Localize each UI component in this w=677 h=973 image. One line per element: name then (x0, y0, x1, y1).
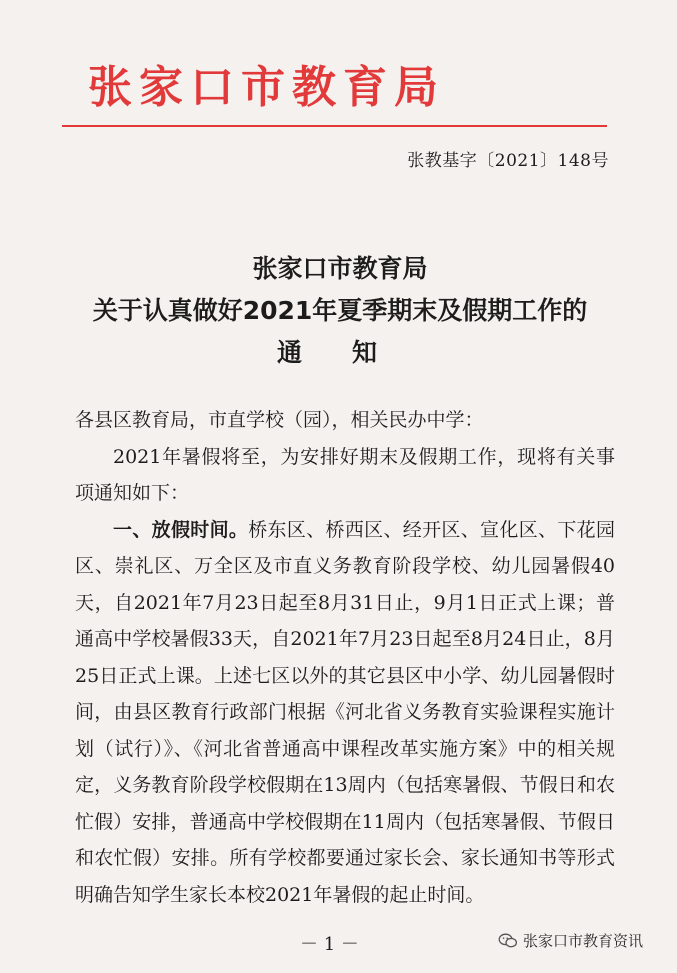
section-vacation-time (75, 512, 615, 914)
title-line-subject: 关于认真做好2021年夏季期末及假期工作的 (92, 296, 588, 325)
document-number: 张教基字〔2021〕148号 (407, 151, 609, 171)
red-divider-line (62, 125, 607, 127)
intro-paragraph: 2021年暑假将至，为安排好期末及假期工作，现将有关事项通知如下： (75, 445, 615, 504)
section-text: 桥东区、桥西区、经开区、宣化区、下花园区、崇礼区、万全区及市直义务教育阶段学校、幼儿园暑假40天，自2021年7月23日起至8月31日止，9月1日正式上课；普通高中学校暑假33天，自2021年7月23日起至8月24日止，8月25日正式上课。上述七区以外的其它县区中小学、幼儿园暑假时间，由县区教育行政部门根据《河北省义务教育实验课程实施计划（试行）》、《河北省普通高中课程改革实施方案》中的相关规定，义务教育阶段学校假期在13周内（包括寒暑假、节假日和农忙假）安排，普通高中学校假期在11周内（包括寒暑假、节假日和农忙假）安排。所有学校都要通过家长会、家长通知书等形式明确告知学生家长本校2021年暑假的起止时间。 (75, 518, 615, 906)
title-line-authority: 张家口市教育局 (252, 254, 428, 283)
page-number: － 1 － (300, 934, 359, 955)
wechat-icon (498, 933, 518, 949)
source-watermark (498, 930, 643, 951)
document-body (75, 402, 615, 913)
issuing-authority-header: 张家口市教育局 (88, 62, 445, 113)
section-heading: 一、放假时间。 (113, 518, 249, 541)
title-line-notice: 通知 (276, 338, 427, 367)
watermark-label: 张家口市教育资讯 (523, 932, 644, 950)
addressee-line: 各县区教育局，市直学校（园），相关民办中学： (75, 409, 484, 431)
document-title (60, 248, 620, 374)
